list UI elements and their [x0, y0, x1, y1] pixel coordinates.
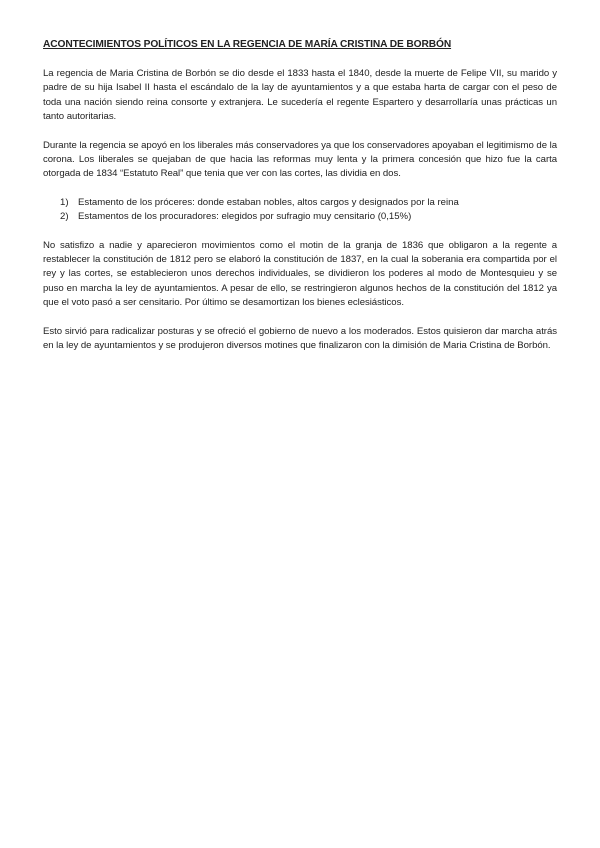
- list-item: [43, 210, 557, 224]
- document-page: [43, 38, 557, 368]
- list-item-text: Estamentos de los procuradores: elegidos por sufragio muy censitario (0,15%): [78, 211, 412, 223]
- paragraph-conclusion: Esto sirvió para radicalizar posturas y se ofreció el gobierno de nuevo a los moderados. Estos quisieron dar marcha atrás en la ley de ayuntamientos y se produjeron diversos motines que finalizaron con la dimisión de Maria Cristina de Borbón.: [43, 325, 557, 352]
- paragraph-constitution: No satisfizo a nadie y aparecieron movimientos como el motin de la granja de 1836 que obligaron a la regente a restablecer la constitución de 1812 pero se elaboró la constitución de 1837, en la cual la soberania era compartida por el rey y las cortes, se establecieron unos derechos individuales, se dividieron los poderes al modo de Montesquieu y se puso en marcha la ley de ayuntamientos. A pesar de ello, se restringieron algunos hechos de la constitución del 1812 ya que el voto pasó a ser censitario. Por último se desamortizan los bienes eclesiásticos.: [43, 239, 557, 309]
- list-item-text: Estamento de los próceres: donde estaban nobles, altos cargos y designados por la reina: [78, 196, 459, 208]
- list-item: [43, 196, 557, 210]
- estamentos-list: [43, 196, 557, 225]
- paragraph-liberals: Durante la regencia se apoyó en los liberales más conservadores ya que los conservadores apoyaban el legitimismo de la corona. Los liberales se quejaban de que hacia las reformas muy lenta y la primera concesión que hizo fue la carta otorgada de 1834 “Estatuto Real” que tenia que ver con las cortes, las dividia en dos.: [43, 139, 557, 180]
- paragraph-regency-intro: La regencia de Maria Cristina de Borbón se dio desde el 1833 hasta el 1840, desde la muerte de Felipe VII, su marido y padre de su hija Isabel II hasta el escándalo de la lay de ayuntamientos y a que estaba harta de cargar con el peso de toda una nación siendo reina consorte y extranjera. Le sucedería el regente Espartero y desarrollaría unas prácticas un tanto autoritarias.: [43, 68, 557, 123]
- list-marker: 2): [60, 211, 69, 223]
- list-marker: 1): [60, 196, 69, 208]
- document-title: ACONTECIMIENTOS POLÍTICOS EN LA REGENCIA DE MARÍA CRISTINA DE BORBÓN: [43, 39, 452, 50]
